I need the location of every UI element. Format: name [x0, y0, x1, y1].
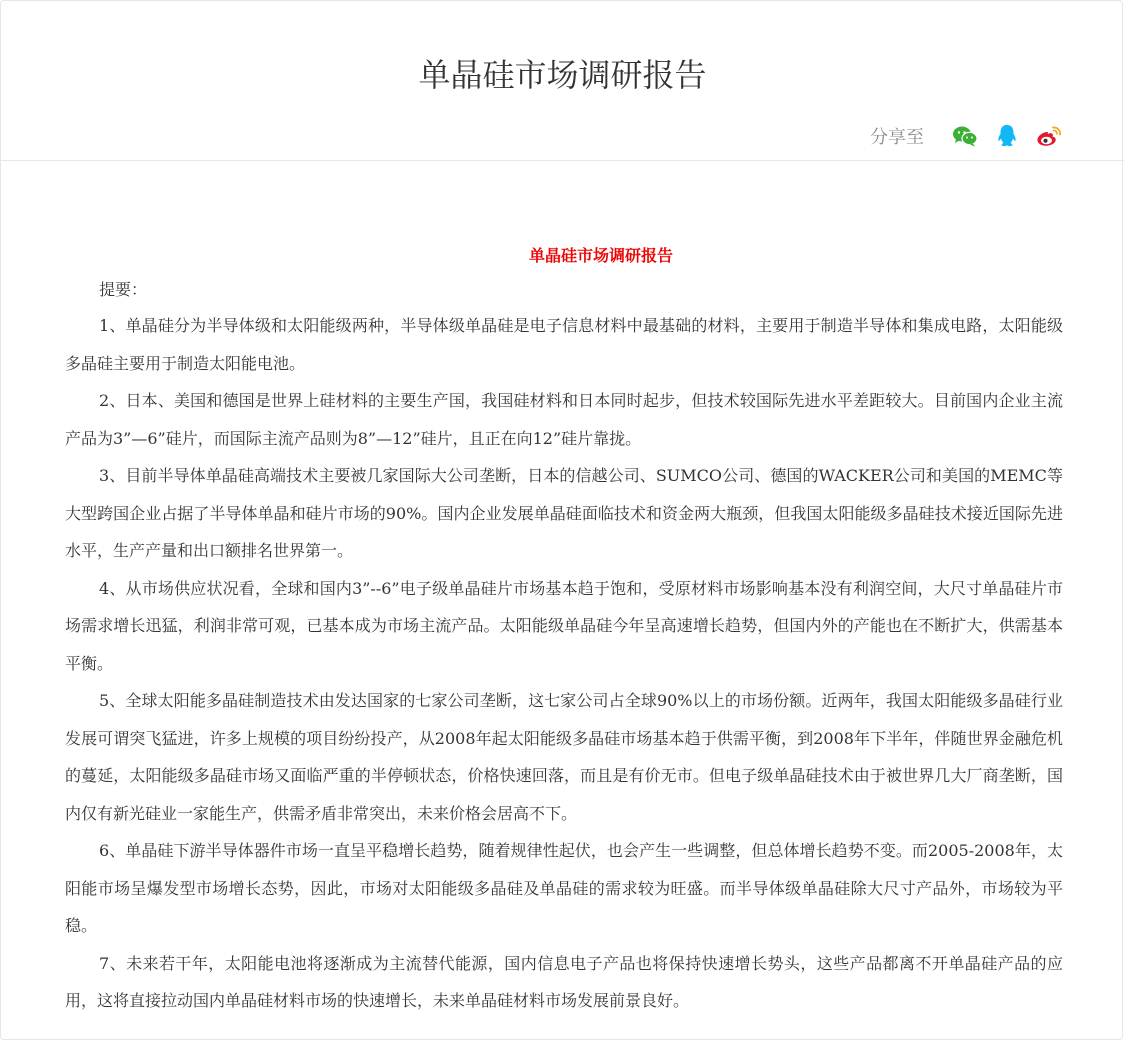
paragraph: 6、单晶硅下游半导体器件市场一直呈平稳增长趋势，随着规律性起伏，也会产生一些调整，但总体增长趋势不变。而2005-2008年，太阳能市场呈爆发型市场增长态势，因此，市场对太阳能级多晶硅及单晶硅的需求较为旺盛。而半导体级单晶硅除大尺寸产品外，市场较为平稳。 [65, 841, 1063, 935]
share-wechat-button[interactable] [950, 121, 980, 151]
page-title: 单晶硅市场调研报告 [418, 56, 707, 94]
article-body [65, 241, 1063, 1020]
article-header [1, 1, 1124, 161]
paragraph: 2、日本、美国和德国是世界上硅材料的主要生产国，我国硅材料和日本同时起步，但技术较国际先进水平差距较大。目前国内企业主流产品为3”—6”硅片，而国际主流产品则为8”—12”硅片，且正在向12”硅片靠拢。 [65, 391, 1063, 448]
weibo-icon [1036, 125, 1062, 147]
share-label: 分享至 [870, 127, 924, 148]
paragraph: 5、全球太阳能多晶硅制造技术由发达国家的七家公司垄断，这七家公司占全球90%以上的市场份额。近两年，我国太阳能级多晶硅行业发展可谓突飞猛进，许多上规模的项目纷纷投产，从2008年起太阳能级多晶硅市场基本趋于供需平衡，到2008年下半年，伴随世界金融危机的蔓延，太阳能级多晶硅市场又面临严重的半停顿状态，价格快速回落，而且是有价无市。但电子级单晶硅技术由于被世界几大厂商垄断，国内仅有新光硅业一家能生产，供需矛盾非常突出，未来价格会居高不下。 [65, 691, 1063, 823]
share-qq-button[interactable] [992, 121, 1022, 151]
intro-label: 提要： [99, 280, 148, 299]
paragraph: 3、目前半导体单晶硅高端技术主要被几家国际大公司垄断，日本的信越公司、SUMCO公司、德国的WACKER公司和美国的MEMC等大型跨国企业占据了半导体单晶和硅片市场的90%。国内企业发展单晶硅面临技术和资金两大瓶颈，但我国太阳能级多晶硅技术接近国际先进水平，生产产量和出口额排名世界第一。 [65, 466, 1063, 560]
paragraph: 4、从市场供应状况看，全球和国内3”--6”电子级单晶硅片市场基本趋于饱和，受原材料市场影响基本没有利润空间，大尺寸单晶硅片市场需求增长迅猛，利润非常可观，已基本成为市场主流产品。太阳能级单晶硅今年呈高速增长趋势，但国内外的产能也在不断扩大，供需基本平衡。 [65, 578, 1063, 673]
share-weibo-button[interactable] [1034, 121, 1064, 151]
paragraph: 1、单晶硅分为半导体级和太阳能级两种，半导体级单晶硅是电子信息材料中最基础的材料，主要用于制造半导体和集成电路，太阳能级多晶硅主要用于制造太阳能电池。 [65, 316, 1063, 373]
document-heading: 单晶硅市场调研报告 [528, 246, 673, 265]
share-bar [870, 121, 1064, 151]
wechat-icon [952, 125, 978, 147]
qq-icon [996, 124, 1018, 148]
paragraph: 7、未来若干年，太阳能电池将逐渐成为主流替代能源，国内信息电子产品也将保持快速增长势头，这些产品都离不开单晶硅产品的应用，这将直接拉动国内单晶硅材料市场的快速增长，未来单晶硅材料市场发展前景良好。 [65, 953, 1063, 1010]
